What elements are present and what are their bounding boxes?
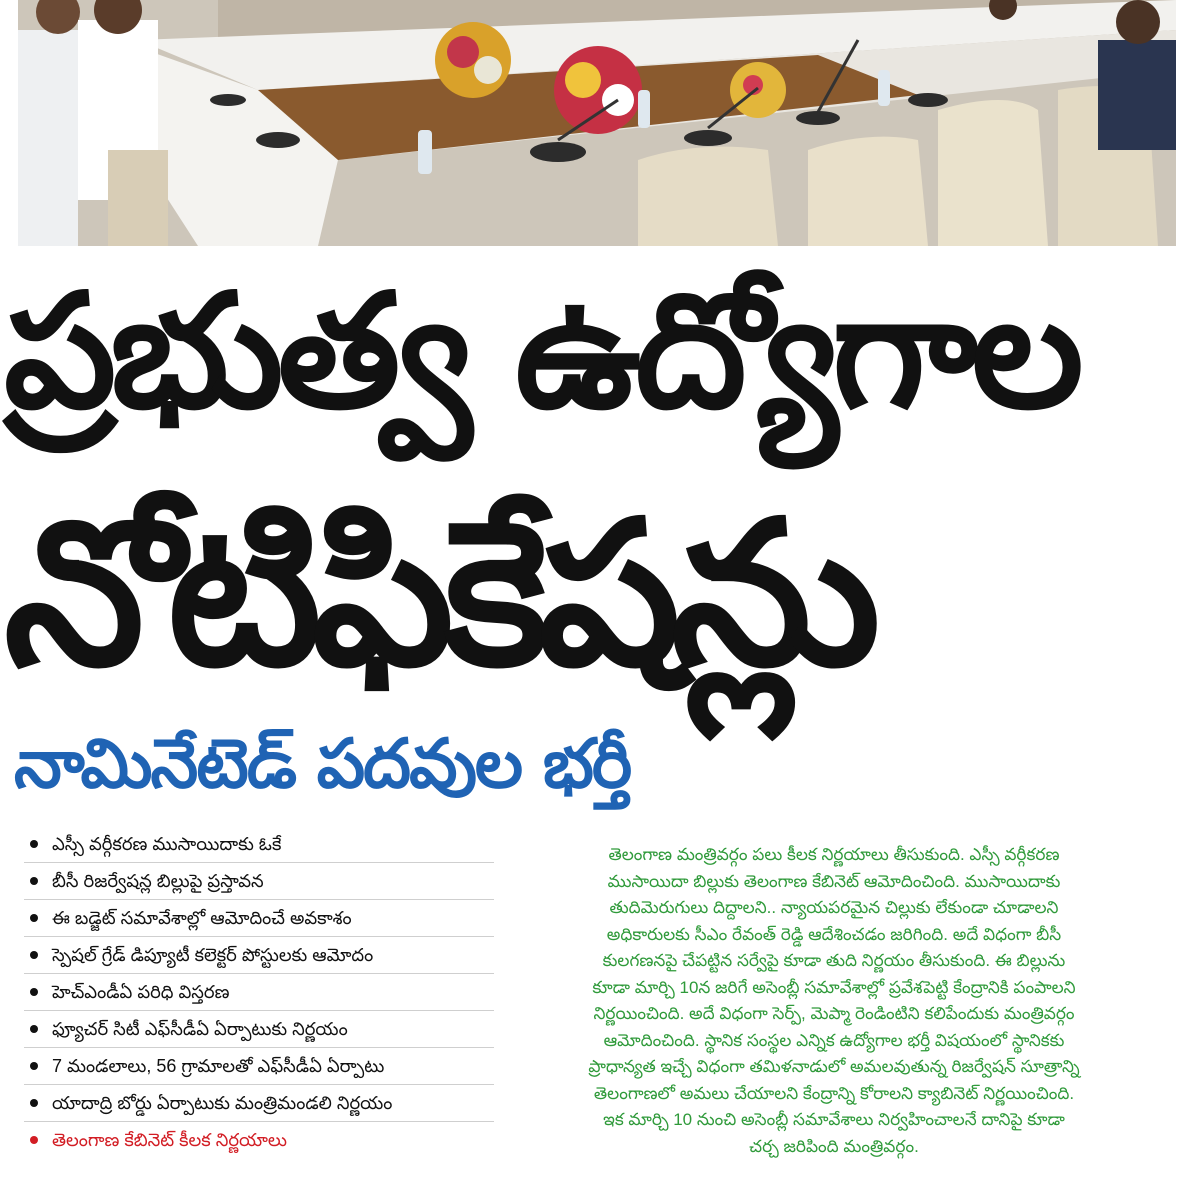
body-line: ప్రాధాన్యత ఇచ్చే విధంగా తమిళనాడులో అమలవుతున్న రిజర్వేషన్ సూత్రాన్ని [588,1057,1080,1076]
body-line: కులగణనపై చేపట్టిన సర్వేపై కూడా తుది నిర్ణయం తీసుకుంది. ఈ బిల్లును [602,951,1066,970]
body-line: తెలంగాణలో అమలు చేయాలని కేంద్రాన్ని కోరాలని క్యాబినెట్ నిర్ణయించింది. [593,1083,1075,1103]
body-line: తుదిమెరుగులు దిద్దాలని.. న్యాయపరమైన చిల్లుకు లేకుండా చూడాలని [609,898,1059,917]
body-line: అధికారులకు సీఎం రేవంత్ రెడ్డి ఆదేశించడం జరిగింది. అదే విధంగా బీసీ [606,924,1062,944]
list-item [24,863,494,900]
list-item [24,974,494,1011]
bullet-icon [30,1136,38,1144]
body-line: ఆమోదించింది. స్థానిక సంస్థల ఎన్నిక ఉద్యోగాల భర్తీ విషయంలో స్థానికకు [603,1030,1065,1050]
list-item-text: ఎస్సీ వర్గీకరణ ముసాయిదాకు ఓకే [52,834,282,854]
meeting-room-illustration [18,0,1176,246]
list-item-text: హెచ్ఎండీఏ పరిధి విస్తరణ [52,982,230,1002]
body-line: చర్చ జరిపింది మంత్రివర్గం. [749,1136,919,1156]
list-item [24,1011,494,1048]
bullet-icon [30,1062,38,1070]
headline-line-2: నోటిఫికేషన్లు [4,478,871,711]
bullet-icon [30,1099,38,1107]
list-item [24,1048,494,1085]
bullet-icon [30,988,38,996]
bullet-icon [30,1025,38,1033]
list-item [24,1085,494,1122]
headline-line-1: ప్రభుత్వ ఉద్యోగాల [4,260,1078,444]
bullet-icon [30,914,38,922]
list-item-highlight [24,1122,494,1158]
list-item-text: తెలంగాణ కేబినెట్ కీలక నిర్ణయాలు [52,1130,287,1150]
cabinet-meeting-photo [18,0,1176,246]
article-body [514,842,1154,1160]
bullet-icon [30,951,38,959]
list-item [24,826,494,863]
list-item-text: బీసీ రిజర్వేషన్ల బిల్లుపై ప్రస్తావన [52,871,264,891]
body-line: తెలంగాణ మంత్రివర్గం పలు కీలక నిర్ణయాలు తీసుకుంది. ఎస్సీ వర్గీకరణ [608,845,1060,864]
body-line: కూడా మార్చి 10న జరిగే అసెంబ్లీ సమావేశాల్లో ప్రవేశపెట్టి కేంద్రానికి పంపాలని [592,977,1076,997]
list-item-text: ఈ బడ్జెట్ సమావేశాల్లో ఆమోదించే అవకాశం [52,908,352,928]
list-item [24,900,494,937]
list-item [24,937,494,974]
bullet-icon [30,840,38,848]
body-line: ఇక మార్చి 10 నుంచి అసెంబ్లీ సమావేశాలు నిర్వహించాలనే దానిపై కూడా [603,1110,1065,1129]
list-item-text: స్పెషల్ గ్రేడ్ డిప్యూటీ కలెక్టర్ పోస్టులకు ఆమోదం [52,945,374,965]
list-item-text: 7 మండలాలు, 56 గ్రామాలతో ఎఫ్‌సీడీఏ ఏర్పాటు [52,1056,385,1076]
body-line: ముసాయిదా బిల్లుకు తెలంగాణ కేబినెట్ ఆమోదించింది. ముసాయిదాకు [607,871,1061,891]
subheadline: నామినేటెడ్ పదవుల భర్తీ [14,725,631,804]
list-item-text: యాదాద్రి బోర్డు ఏర్పాటుకు మంత్రిమండలి నిర్ణయం [52,1093,393,1113]
body-line: నిర్ణయించింది. అదే విధంగా సెర్ప్, మెప్మా రెండింటిని కలిపేందుకు మంత్రివర్గం [593,1004,1075,1023]
list-item-text: ఫ్యూచర్ సిటీ ఎఫ్‌సీడీఏ ఏర్పాటుకు నిర్ణయం [52,1019,348,1039]
key-decisions-list [24,826,494,1158]
bullet-icon [30,877,38,885]
